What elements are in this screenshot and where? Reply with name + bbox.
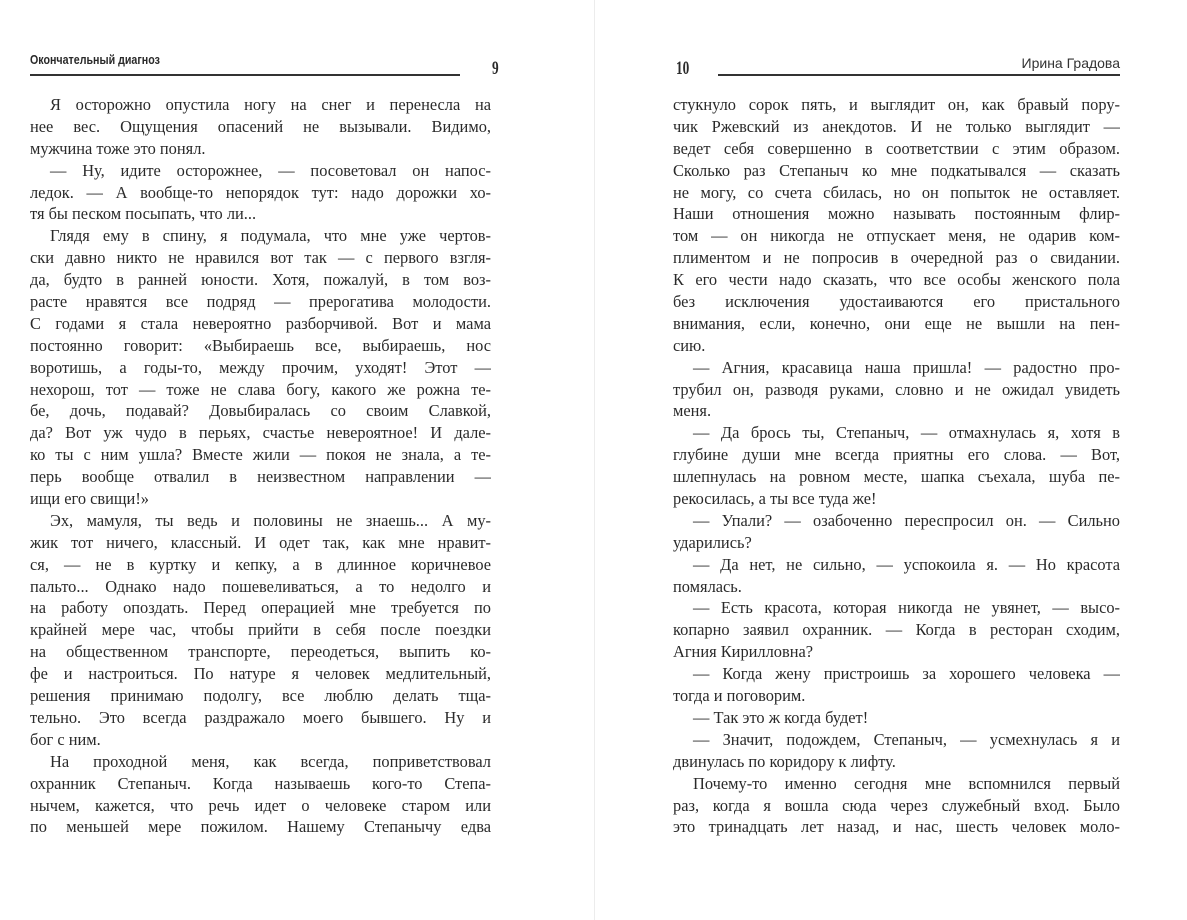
header-rule bbox=[718, 74, 1120, 76]
text-line: тогда и поговорим. bbox=[673, 686, 806, 706]
right-page bbox=[673, 0, 1120, 837]
text-line: ски давно никто не нравился вот так — с первого взгля- bbox=[30, 248, 491, 268]
left-page bbox=[30, 0, 499, 837]
text-line: нехорош, тот — тоже не слава богу, какого же рожна те- bbox=[30, 379, 491, 399]
text-line: без исключения удостаиваются его пристального bbox=[673, 292, 1120, 312]
text-line: ищи его свищи!» bbox=[30, 489, 149, 509]
text-line: бог с ним. bbox=[30, 729, 101, 749]
text-line: — Агния, красавица наша пришла! — радостно про- bbox=[693, 357, 1120, 377]
text-line: это тринадцать лет назад, и нас, шесть человек моло- bbox=[673, 817, 1120, 837]
book-gutter bbox=[594, 0, 595, 920]
text-line: перь вообще отвалил в неизвестном направлении — bbox=[30, 467, 491, 487]
text-line: С годами я стала невероятно разборчивой. Вот и мама bbox=[30, 313, 491, 333]
text-line: Почему-то именно сегодня мне вспомнился первый bbox=[693, 773, 1120, 793]
text-line: внимания, если, конечно, они еще не вышли на пен- bbox=[673, 313, 1120, 333]
text-line: стукнуло сорок пять, и выглядит он, как бравый пору- bbox=[673, 95, 1120, 114]
header-rule bbox=[30, 74, 460, 76]
text-line: — Ну, идите осторожнее, — посоветовал он напос- bbox=[50, 160, 491, 180]
text-line: тя бы песком посыпать, что ли... bbox=[30, 204, 257, 224]
text-line: воротишь, а годы-то, между прочим, уходят! Этот — bbox=[30, 357, 491, 377]
text-line: Сколько раз Степаныч ко мне подкатывался — сказать bbox=[673, 160, 1120, 180]
text-line: охранник Степаныч. Когда называешь кого-то Степа- bbox=[30, 773, 491, 793]
text-line: мужчина тоже это понял. bbox=[30, 138, 206, 158]
text-line: плиментом и не попросив в очередной раз о свидании. bbox=[673, 248, 1120, 268]
running-title: Окончательный диагноз bbox=[30, 52, 160, 67]
text-line: двинулась по коридору к лифту. bbox=[673, 751, 896, 771]
page-body bbox=[673, 94, 1120, 838]
text-line: решения принимаю подолгу, все люблю делать тща- bbox=[30, 686, 491, 706]
text-line: фе и настроиться. По натуре я человек медлительный, bbox=[30, 664, 491, 684]
text-line: расте нравятся все подряд — прерогатива молодости. bbox=[30, 292, 491, 312]
text-line: да? Вот уж чудо в перьях, счастье невероятное! И дале- bbox=[30, 423, 491, 443]
text-line: Я осторожно опустила ногу на снег и перенесла на bbox=[50, 95, 491, 114]
text-line: крайней мере час, чтобы прийти в себя после поездки bbox=[30, 620, 491, 640]
text-line: шлепнулась на ровном месте, шапка съехала, шуба пе- bbox=[673, 467, 1120, 487]
page-number: 9 bbox=[492, 58, 499, 79]
text-line: пальто... Однако надо пошевеливаться, а то недолго и bbox=[30, 576, 491, 596]
page-header bbox=[673, 0, 1120, 100]
text-line: по меньшей мере пожилом. Нашему Степанычу едва bbox=[30, 817, 491, 837]
text-line: чик Ржевский из анекдотов. И не только выглядит — bbox=[673, 116, 1120, 136]
text-line: тельно. Это всегда раздражало моего бывшего. Ну и bbox=[30, 707, 491, 727]
text-line: ведет себя совершенно в соответствии с этим образом. bbox=[673, 138, 1120, 158]
text-line: том — он никогда не отпускает меня, не одарив ком- bbox=[673, 226, 1120, 246]
text-line: Глядя ему в спину, я подумала, что мне уже чертов- bbox=[50, 226, 491, 246]
text-line: на работу опоздать. Перед операцией мне требуется по bbox=[30, 598, 491, 618]
text-line: ся, — не в куртку и кепку, а в длинное коричневое bbox=[30, 554, 491, 574]
text-line: ударились? bbox=[673, 532, 752, 552]
text-line: — Упали? — озабоченно переспросил он. — Сильно bbox=[693, 510, 1120, 530]
text-line: К его чести надо сказать, что все особы женского пола bbox=[673, 270, 1120, 290]
text-line: да, будто в ранней юности. Хотя, пожалуй, в том воз- bbox=[30, 270, 491, 290]
text-line: Наши отношения можно называть постоянным флир- bbox=[673, 204, 1120, 224]
text-line: меня. bbox=[673, 401, 712, 421]
page-body bbox=[30, 94, 491, 838]
text-line: не могу, со счета сбилась, но он попыток не оставляет. bbox=[673, 182, 1120, 202]
text-line: — Да брось ты, Степаныч, — отмахнулась я, хотя в bbox=[693, 423, 1120, 443]
text-line: на общественном транспорте, переодеться, выпить ко- bbox=[30, 642, 491, 662]
text-line: — Значит, подождем, Степаныч, — усмехнулась я и bbox=[693, 729, 1120, 749]
text-line: раз, когда я вошла сюда через служебный вход. Было bbox=[673, 795, 1120, 815]
text-line: трубил он, разводя руками, словно и не ожидал увидеть bbox=[673, 379, 1120, 399]
text-line: рекосилась, а ты все туда же! bbox=[673, 489, 877, 509]
text-line: Агния Кирилловна? bbox=[673, 642, 814, 662]
text-line: — Есть красота, которая никогда не увянет, — высо- bbox=[693, 598, 1120, 618]
text-line: ко ты с ним ушла? Вместе жили — покоя не знала, а те- bbox=[30, 445, 491, 465]
text-line: ледок. — А вообще-то непорядок тут: надо дорожки хо- bbox=[30, 182, 491, 202]
running-author: Ирина Градова bbox=[1021, 55, 1120, 71]
text-line: — Когда жену пристроишь за хорошего человека — bbox=[693, 664, 1120, 684]
text-line: глубине души мне всегда приятны его слова. — Вот, bbox=[673, 445, 1120, 465]
text-line: жик тот ничего, классный. И одет так, как мне нравит- bbox=[30, 532, 491, 552]
text-line: копарно заявил охранник. — Когда в ресторан сходим, bbox=[673, 620, 1120, 640]
page-header bbox=[30, 0, 499, 100]
text-line: нее вес. Ощущения опасений не вызывали. Видимо, bbox=[30, 116, 491, 136]
text-line: постоянно говорит: «Выбираешь все, выбираешь, нос bbox=[30, 335, 491, 355]
text-line: нычем, кажется, что речь идет о человеке старом или bbox=[30, 795, 491, 815]
text-line: — Так это ж когда будет! bbox=[693, 707, 869, 727]
text-line: — Да нет, не сильно, — успокоила я. — Но красота bbox=[693, 554, 1120, 574]
text-line: бе, дочь, подавай? Довыбиралась со своим Славкой, bbox=[30, 401, 491, 421]
text-line: сию. bbox=[673, 335, 706, 355]
text-line: помялась. bbox=[673, 576, 742, 596]
text-line: На проходной меня, как всегда, поприветствовал bbox=[50, 751, 491, 771]
text-line: Эх, мамуля, ты ведь и половины не знаешь... А му- bbox=[50, 510, 491, 530]
page-number: 10 bbox=[676, 58, 690, 79]
